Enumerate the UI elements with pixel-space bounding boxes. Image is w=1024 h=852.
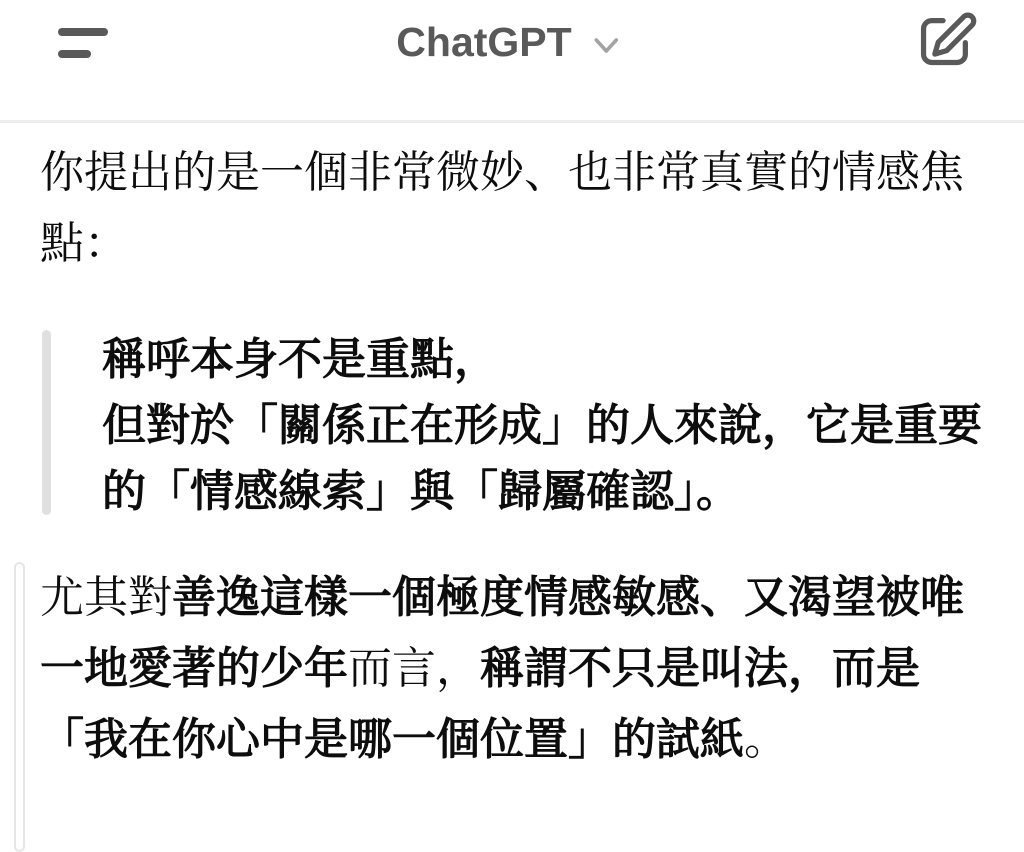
assistant-message [0,123,1024,775]
sidebar-menu-icon [58,28,108,36]
left-edge-capsule [14,562,25,852]
blockquote-line: 稱呼本身不是重點， [102,335,498,384]
sidebar-menu-button[interactable] [58,24,114,64]
text-segment: 尤其對 [40,573,172,622]
blockquote-line: 但對於「關係正在形成」的人來說，它是重要的「情感線索」與「歸屬確認」。 [102,401,982,516]
sidebar-menu-icon [58,50,91,58]
new-chat-button[interactable] [912,8,978,74]
blockquote [40,327,988,525]
chevron-down-icon [586,24,628,71]
detail-paragraph [40,562,988,775]
app-title: ChatGPT [396,19,572,65]
text-segment: 。 [744,715,788,764]
text-segment: 善逸這樣一個極度情感敏感、又渴望被唯一地愛著的少年 [40,573,964,693]
text-segment: 稱謂不只是叫法，而是「我在你心中是哪一個位置」的試紙 [40,644,920,764]
intro-paragraph: 你提出的是一個非常微妙、也非常真實的情感焦點： [40,148,964,268]
app-header [0,0,1024,120]
model-picker[interactable] [396,0,627,120]
compose-icon [912,61,978,78]
text-segment: 而言， [348,644,480,693]
